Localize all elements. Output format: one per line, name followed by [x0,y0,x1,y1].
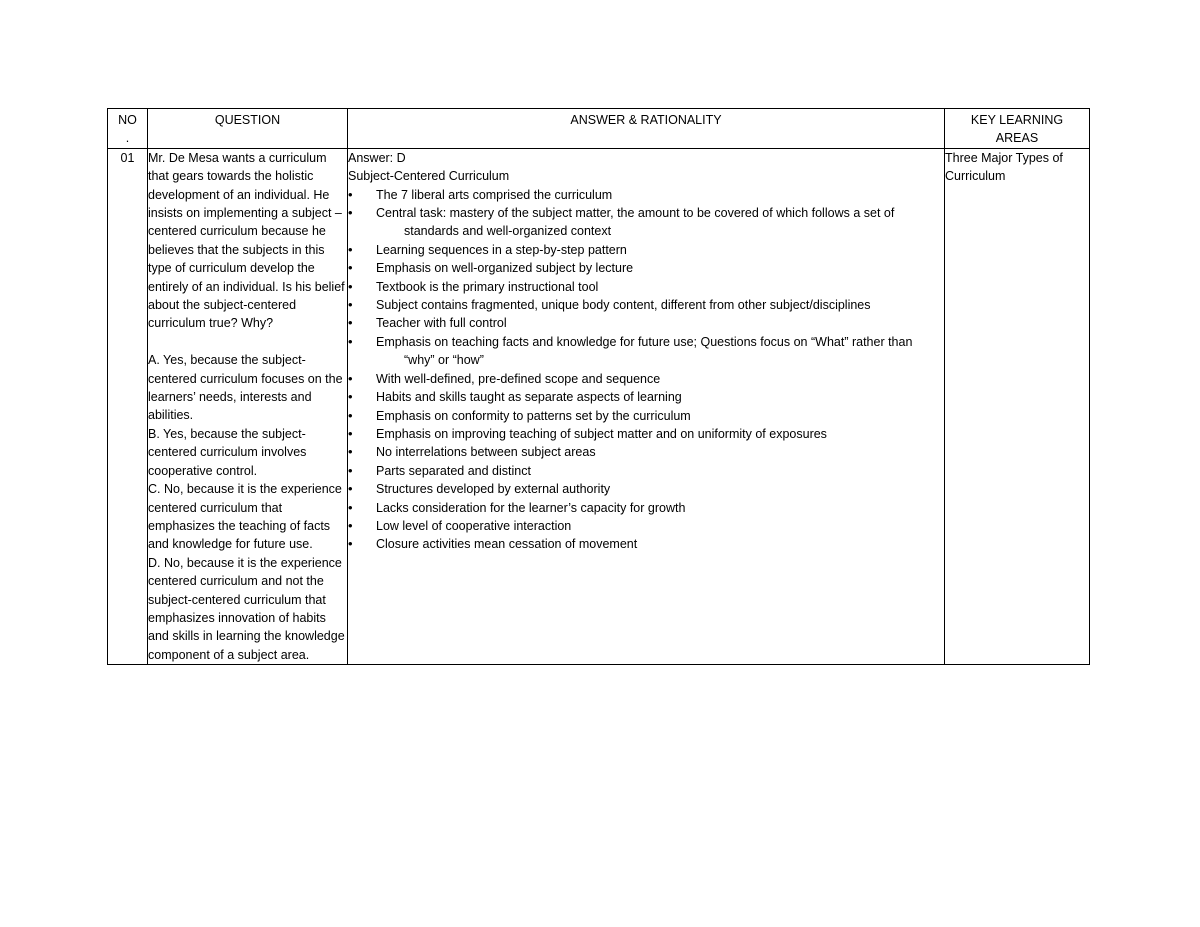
bullet-text: The 7 liberal arts comprised the curriculum [376,187,613,202]
bullet-text: With well-defined, pre-defined scope and sequence [376,371,661,386]
bullet-icon: • [348,241,353,257]
spacer [148,333,347,351]
bullet-icon: • [348,407,353,423]
rationale-bullet-item [348,296,944,314]
table-row [108,148,1090,664]
bullet-icon: • [348,370,353,386]
bullet-text: Parts separated and distinct [376,463,531,478]
bullet-text: Emphasis on conformity to patterns set by the curriculum [376,408,691,423]
answer-label: Answer: D [348,150,406,165]
rationale-bullet-item [348,443,944,461]
header-answer-label: ANSWER & RATIONALITY [570,113,722,127]
header-key-label: KEY LEARNING AREAS [970,113,1064,146]
row-number-cell [108,148,148,664]
document-table [107,108,1090,665]
rationale-bullet-item [348,241,944,259]
bullet-text: Subject contains fragmented, unique body content, different from other subject/disciplines [376,298,871,313]
key-learning-area-cell [945,148,1090,664]
bullet-icon: • [348,315,353,331]
header-key-learning-areas [945,109,1090,149]
option-a: A. Yes, because the subject-centered curriculum focuses on the learners’ needs, interests and abilities. [148,353,343,423]
bullet-icon: • [348,444,353,460]
option-d: D. No, because it is the experience centered curriculum and not the subject-centered curriculum that emphasizes innovation of habits and skills in learning the knowledge component of a subject area. [148,555,345,662]
answer-cell [348,148,945,664]
bullet-icon: • [348,499,353,515]
rationale-bullet-list [348,186,944,554]
header-no [108,109,148,149]
bullet-icon: • [348,462,353,478]
rationale-bullet-item [348,535,944,553]
header-row [108,109,1090,149]
bullet-icon: • [348,260,353,276]
bullet-icon: • [348,517,353,533]
bullet-icon: • [348,481,353,497]
key-learning-area: Three Major Types of Curriculum [945,150,1063,184]
rationale-bullet-item [348,314,944,332]
rationale-bullet-item [348,499,944,517]
rationale-bullet-item [348,462,944,480]
question-text: Mr. De Mesa wants a curriculum that gears towards the holistic development of an individual. He insists on implementing a subject – centered curriculum because he believes that the subjects in this type of curriculum develop the entirely of an individual. Is his belief about the subject-centered curriculum true? Why? [148,150,345,331]
bullet-icon: • [348,297,353,313]
bullet-text: Closure activities mean cessation of movement [376,537,638,552]
bullet-text: Emphasis on well-organized subject by lecture [376,261,634,276]
bullet-icon: • [348,205,353,221]
rationale-bullet-item [348,407,944,425]
bullet-icon: • [348,425,353,441]
bullet-icon: • [348,278,353,294]
option-b: B. Yes, because the subject-centered curriculum involves cooperative control. [148,426,307,478]
rationale-bullet-item [348,370,944,388]
rationale-bullet-item [348,186,944,204]
option-c: C. No, because it is the experience centered curriculum that emphasizes the teaching of facts and knowledge for future use. [148,482,342,552]
answer-heading: Subject-Centered Curriculum [348,169,510,184]
bullet-text: Central task: mastery of the subject matter, the amount to be covered of which follows a set of standards and well-organized context [376,206,895,239]
bullet-text: Lacks consideration for the learner’s capacity for growth [376,500,686,515]
header-no-label: NO . [118,113,137,146]
rationale-bullet-item [348,388,944,406]
bullet-text: Textbook is the primary instructional tool [376,279,599,294]
bullet-text: Emphasis on teaching facts and knowledge for future use; Questions focus on “What” rather than “why” or “how” [376,334,913,368]
bullet-text: No interrelations between subject areas [376,445,596,460]
rationale-bullet-item [348,517,944,535]
bullet-icon: • [348,536,353,552]
rationale-bullet-item [348,425,944,443]
bullet-text: Low level of cooperative interaction [376,518,572,533]
bullet-text: Emphasis on improving teaching of subject matter and on uniformity of exposures [376,426,827,441]
header-answer [348,109,945,149]
rationale-bullet-item [348,278,944,296]
rationale-bullet-item [348,333,944,370]
bullet-text: Habits and skills taught as separate aspects of learning [376,390,682,405]
bullet-icon: • [348,333,353,349]
header-question [148,109,348,149]
rationale-bullet-item [348,480,944,498]
rationale-bullet-item [348,204,944,241]
bullet-text: Structures developed by external authority [376,482,611,497]
bullet-icon: • [348,186,353,202]
rationale-bullet-item [348,259,944,277]
bullet-icon: • [348,389,353,405]
header-question-label: QUESTION [214,113,281,127]
row-number: 01 [120,150,135,165]
question-cell [148,148,348,664]
bullet-text: Teacher with full control [376,316,507,331]
bullet-text: Learning sequences in a step-by-step pattern [376,242,627,257]
